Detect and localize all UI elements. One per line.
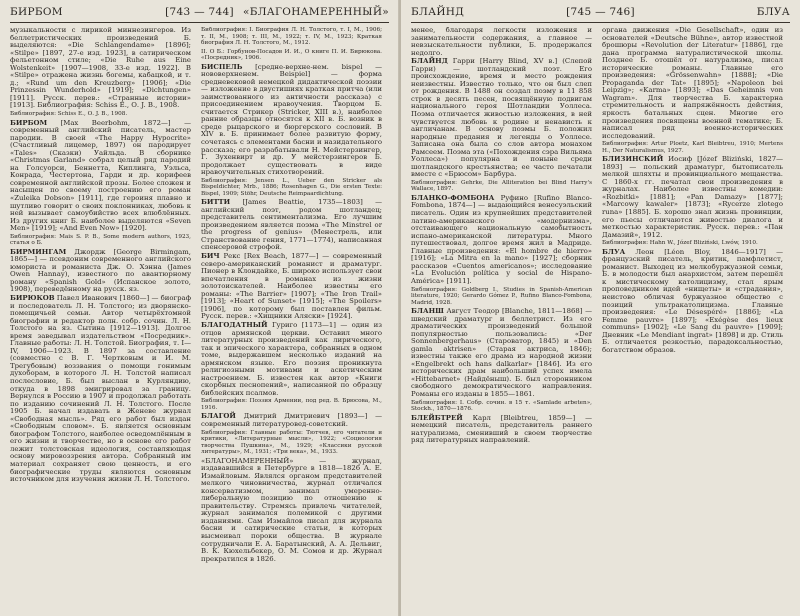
bibliography-note: Библиография: Hahn W., Józef Bliziński, Lwów, 1910. (602, 240, 758, 247)
bibliography-note: Библиография: I. Биография Л. Н. Толстого, т. I, М., 1906; т. II, М., 1908; т. III, М., 1922; т. IV, М., 1923; Краткая биография Л. Н. Толстого, М., 1912. (201, 27, 382, 46)
entry-headword: БЛАГОДАТНЫЙ (201, 320, 268, 329)
bibliography-note: Библиография: Mais S. P. B., Some modern authors, 1923, статья о Б. (10, 233, 191, 247)
article-paragraph: БИСПЕЛЬ [средне-верхне-нем. bispel — нововерхненем. Beispiel] — форма средневековой немецкой дидактической поэзии — изложение в двустишиях краткая притча (или заимствованного из античности рассказа) с присоединением нравоучения. Творцом Б. считается Стрикер (Stricker, XIII в.), наиболее ранние образцы относятся к XII в. Б. возник в среде рыцарского и бюргерского сословий. В XIV в. Б. принимает более развитую форму, сочетаясь с элементами басни и назидательного рассказа; его разрабатывали Н. Мейстерзингер, Г. Зухенвирт и др. У мейстерзингеров Б. продолжает существовать в виде нравоучительных стихотворений. (201, 62, 382, 177)
left-column-numbers: [743 — 744] (165, 6, 234, 18)
article-paragraph: БИЧ Рекс [Rex Beach, 1877—] — современный северо-американский романист и драматург. Пионер в Клондайке, Б. широко использует свои впечатления в романах из жизни золотоискателей. Наиболее известны его романы: «The Barrier» [1907]; «The Iron Trail» [1913]; «Heart of Sunset» [1915]; «The Spoilers» [1906], по которому был поставлен фильм. Русск. перев.: «Хищники Аляски» [1924]. (201, 252, 382, 321)
right-running-head (411, 6, 790, 22)
bibliography-note: II. О Б.: Горбунов-Посадов И. И., О книге П. И. Бирюкова. «Посредник», 1906. (201, 48, 382, 61)
right-head-last-word: БЛУА (756, 6, 790, 18)
entry-headword: БИЧ (201, 252, 220, 261)
entry-headword: БЛАГОЙ (201, 412, 236, 421)
article-paragraph: БИРБОМ [Max Beerbohm, 1872—] — современный английский писатель, мастер пародии. В своей «The Happy Hypocrite» (Счастливый лицемер, 1897) он пародирует «Тales» (Сказки) Уайльда. В сборнике «Christmas Garland» собрал целый ряд пародий на Голсуорси, Беннетта, Киплинга, Уэльса, Конрада, Честертона, Гарди и др. корифеев современной английской прозы. Более сложен и насыщен по своему построению его роман «Zuleika Dobson» [1911], где героиня плавно и шутливо говорит о своих поклонниках, любовь к ней вызывает самоубийство всех влюблённых. Из других книг Б. наиболее выделяются «Seven Men» [1919]; «And Even Now» [1920]. (10, 118, 191, 233)
bibliography-note: Библиография: Schiss E., О. J. В., 1908. (10, 111, 128, 118)
entry-headword: БИРМИНГАМ (10, 247, 67, 256)
left-head-word: БИРБОМ (10, 6, 63, 18)
article-paragraph: музыкальности с лирикой миннезингеров. Из беллетристических произведений Б. выделяются: «Die Schlangendame» [1896]; «Stilpe» [1897, 27-е изд. 1923], в сатирическом фельетонном стиле; «Die Ruhe aus Eine Wolstenkeit» [1907—1908, 33-е изд. 1922]. В «Stilpe» отражена жизнь богемы, кабацкой, и т. д.; «Rund um den Kreuzberg» [1906]; «Die Prinzessin Wunderhold» [1919]; «Dichtungen» [1911]. Русск. перев.: «Странные истории» [1913]. Библиография: Schiss E., О. J. В., 1908. (10, 27, 191, 110)
bibliography-note: Библиография: I. Собр. сочин. в 15 т. «Samlade arbeten», Stockh., 1870—1876. (411, 399, 592, 413)
left-head-rule (10, 22, 389, 23)
left-head-last-word: «БЛАГОНАМЕРЕННЫЙ» (243, 6, 389, 18)
left-running-head (10, 6, 389, 22)
entry-headword: БИТТИ (201, 198, 231, 207)
entry-headword: БИСПЕЛЬ (201, 62, 243, 71)
article-paragraph: БЛАГОЙ Дмитрий Дмитриевич [1893—] — современный литературовед-советский. (201, 412, 382, 428)
bibliography-note: Библиография: Artur Ploetz, Karl Bleibtreu, 1910; Mertens H., Der Naturalismus, 1927. (602, 141, 783, 154)
left-page (0, 0, 399, 616)
column-744 (201, 27, 382, 613)
right-column-numbers: [745 — 746] (566, 6, 635, 18)
article-paragraph: БИРМИНГАМ Джордж [George Birmingam, 1865—] — псевдоним современного английского юмориста и романиста Дж. О. Хэнна (James Owen Hannay), известного по авантюрному роману «Spanish Gold» (Испанское золото, 1908), переведённому на русск. яз. (10, 247, 191, 294)
article-paragraph: БЛАЙНД Гарри [Harry Blind, XV в.] (Слепой Гарри) — шотландский поэт. Его происхождение, время и место рождения неизвестны. Известно только, что он был слеп от рождения. В 1488 он создал поэму в 11 858 строк в десять песен, посвящённую подвигам национального героя Шотландии Уоллеса. Поэма отличается живостью изложения, в ней чувствуется любовь к родине и ненависть к англичанам. В основу поэмы Б. положил народные предания и легенды о Уоллесе. Записана она была со слов автора монахом Рамсеем. Поэма эта («Похождения сэра Вильяма Уоллеса») популярна и поныне среди шотландского крестьянства; ее часто печатали вместе с «Брюсом» Барбура. (411, 57, 592, 179)
entry-headword: БЛЕЙБТРЕЙ (411, 413, 463, 422)
entry-headword: БЛИЗИНСКИЙ (602, 155, 664, 164)
article-paragraph: БЛАНШ Август Теодор [Blanche, 1811—1868] — шведский драматург и беллетрист. Из его драматических произведений большой популярностью пользовались: «Der Sonnenbergerhaus» (Староватор, 1845) и «Den gamla aktrisen» (Старая актриса, 1846); известны также его драма из народной жизни «Engelbrekt och hans dalkarlar» [1846]. Из его исторических драм наибольший успех имела «Hittebarnet» (Найдёныш). Б. был сторонником свободного демократического направления. Романы его изданы в 1855—1861. (411, 307, 592, 399)
bibliography-note: Библиография: Поэзия Армении, под ред. В. Брюсова, М., 1916. (201, 398, 382, 411)
column-746 (602, 27, 783, 613)
bibliography-note: Библиография: Главные работы: Тютчев, его читатели и критики, «Литературные мысли», 1922; «Социология творчества Пушкина», М., 1929; «Классики русской литературы», М., 1931; «Три века», М., 1933. (201, 429, 382, 456)
entry-headword: БЛАНКО-ФОМБОНА (411, 193, 495, 202)
right-page (401, 0, 800, 616)
bibliography-note: Библиография: Gehrke, Die Alliteration bei Blind Harry's Wallace, 1897. (411, 179, 592, 193)
entry-headword: БЛАНШ (411, 307, 444, 315)
column-745 (411, 27, 592, 613)
article-paragraph: БЛИЗИНСКИЙ Иосиф [Józef Bliziński, 1827—1893] — польский драматург, бытописатель мелкой шляхты и провинциального мещанства. С 1860-х гг. печатал свои произведения в журналах. Наиболее известны комедии: «Rozbitki» [1881]; «Pan Damazy» [1877]; «Marcowy kawaler» [1873]; «Rycerze zlotego runa» [1885]. Б. хорошо знал жизнь провинции, его пьесы отличаются живостью диалога и меткостью характеристик. Русск. перев.: «Пан Дамазий», 1912. (602, 155, 783, 239)
right-head-word: БЛАЙНД (411, 6, 465, 18)
article-paragraph: менее, благодаря легкости изложения и занимательности содержания, а главное — невзыскательности публики, Б. продержался недолго. (411, 27, 592, 57)
article-paragraph: «БЛАГОНАМЕРЕННЫЙ» — журнал, издававшийся в Петербурге в 1818—1826 А. Е. Измайловым. Являлся органом представителей мелкого чиновничества, журнал отличался консерватизмом, занимал умеренно-либеральную позицию по отношению к правительству. Стремясь привлечь читателей, журнал занимался полемикой с другими изданиями. Сам Измайлов писал для журнала басни и сатирические статьи, в которых высмеивал пороки общества. В журнале сотрудничали Е. А. Баратынский, А. А. Дельвиг, В. К. Кюхельбекер, О. М. Сомов и др. Журнал прекратился в 1826. (201, 456, 382, 563)
article-paragraph: БЛАНКО-ФОМБОНА Руфино [Rufino Blanco-Fombona, 1874—] — выдающийся венесуэльский писатель. Один из крупнейших представителей латино-американского «модернизма», отстаивающего национальную самобытность испано-американской литературы. Много путешествовал, долгое время жил в Мадриде. Главные произведения: «El hombre de hierro» [1916]; «La Mitra en la mano» [1927]; сборник рассказов «Cuentos americanos»; исследование «La Evolución política y social de Hispano-América» [1911]. (411, 193, 592, 285)
article-paragraph: БЛАГОДАТНЫЙ Гуриго [1173—1] — один из отцов армянской церкви. Оставил много литературных произведений как лирического, так и эпического характера, собранных в одном томе, выдержавшем несколько изданий на армянском языке. Его поэзия проникнута религиозными мотивами и аскетическим настроением. Б. известен как автор «Книги скорбных песнопений», написанной по образцу библейских псалмов. (201, 320, 382, 397)
article-paragraph: БЛУА Леон [Léon Bloy, 1846—1917] — французский писатель, критик, памфлетист, романист. Выходец из мелкобуржуазной семьи, Б. в молодости был анархистом, затем перешёл к мистическому католицизму, стал ярым проповедником идей «нищеты» и «страдания», неистово обличая буржуазное общество с позиций ультракатолицизма. Главные произведения: «Le Désespéré» [1886]; «La Femme pauvre» [1897]; «Exégèse des lieux communs» [1902]; «Le Sang du pauvre» [1909]; Дневник «Le Mendiant ingrat» [1898] и др. Стиль Б. отличается резкостью, парадоксальностью, богатством образов. (602, 247, 783, 354)
article-paragraph: БИТТИ [James Beattie, 1735—1803] — английский поэт, родом шотландец; представитель сентиментализма. Его лучшим произведением является поэма «The Minstrel or the progress of genius» (Менестрель, или Странствование гения, 1771—1774), написанная спенсеровой строфой. (201, 198, 382, 252)
entry-headword: БЛАЙНД (411, 57, 448, 66)
article-paragraph: БИРЮКОВ Павел Иванович [1860—] — биограф и последователь Л. Н. Толстого; из дворянско-помещичьей семьи. Автор четырёхтомной биографии и редактор полн. собр. сочин. Л. Н. Толстого на яз. Сытина [1912—1913]. Долгое время заведывал издательством «Посредник». Главные работы: Л. Н. Толстой. Биография, т. I—IV, 1906—1923. В 1897 за составление (совместно с В. Г. Чертковым и И. М. Трегубовым) воззвания о помощи гонимым духоборам, в которого Л. Н. Толстой написал послесловие, Б. был выслан в Курляндию, откуда в 1898 эмигрировал за границу. Вернулся в Россию в 1907 и продолжал работать по изданию сочинений Л. Н. Толстого. После 1905 Б. начал издавать в Женеве журнал «Свободная мысль». Ряд его работ был издан «Свободным словом». Б. является основным биографом Толстого, наиболее осведомлённым в его жизни и творчестве, но в основе его работ лежит толстовская идеология, составляющая основу мировоззрения автора. Собранный им материал сохраняет свою ценность, и его биографические труды являются основным источником для изучения жизни Л. Н. Толстого. (10, 294, 191, 484)
entry-headword: БИРБОМ (10, 118, 48, 127)
entry-headword: БЛУА (602, 247, 626, 256)
article-paragraph: органа движения «Die Gesellschaft», один из основателей «Deutsche Bühne», автор известной брошюры «Revolution der Literatur» [1886], где дана программа натуралистической школы. Позднее Б. отошёл от натурализма, писал исторические романы. Главные его произведения: «Grössenwahn» [1888]; «Die Propaganda der Tat» [1895]; «Napoleon bei Leipzig»; «Karma» [1893]; «Das Geheimnis von Wagram». Для творчества Б. характерна стремительность и напряжённость действия, яркость батальных сцен. Многие его произведения посвящены военной тематике; Б. написал ряд военно-исторических исследований. (602, 27, 783, 140)
article-paragraph: БЛЕЙБТРЕЙ Карл [Bleibtreu, 1859—] — немецкий писатель, представитель раннего натурализма, сменивший в своем творчестве ряд литературных направлений. (411, 413, 592, 445)
bibliography-note: Библиография: Jensen L., Ueber den Stricker als Bispeldichter, Mrb., 1886; Rosenhagen G., Die ersten Texte: Bispel, 1909; Stöhr, Deutsche Reimpaardichtung. (201, 177, 382, 197)
right-head-rule (411, 22, 790, 23)
bibliography-note: Библиография: Goldberg I., Studies in Spanish-American literature, 1920; Gerardo Gómez P., Rufino Blanco-Fombona, Madrid, 1928. (411, 286, 592, 306)
entry-headword: БИРЮКОВ (10, 294, 55, 302)
column-743 (10, 27, 191, 613)
